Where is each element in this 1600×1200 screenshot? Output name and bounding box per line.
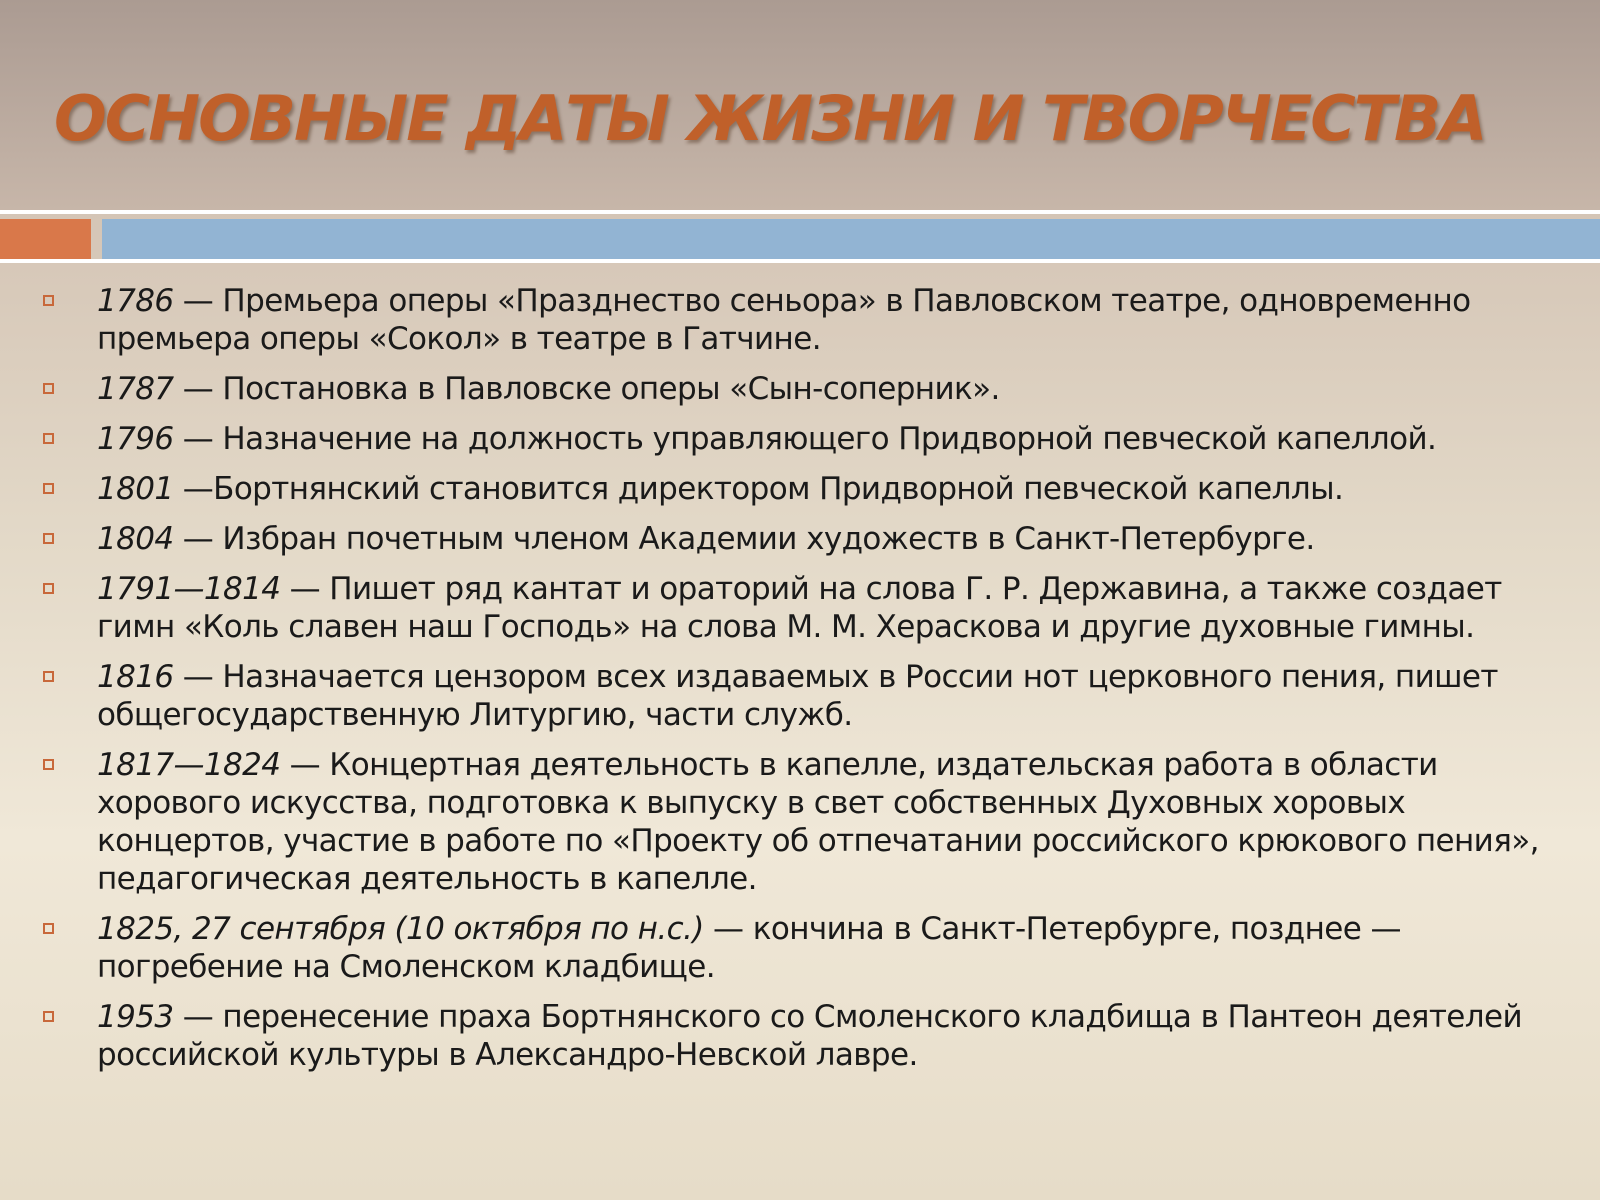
timeline-item <box>0 910 1600 986</box>
timeline-item <box>0 746 1600 898</box>
item-date: 1816 <box>97 659 174 695</box>
hollow-square-icon <box>43 483 54 494</box>
item-date: 1804 <box>97 521 174 557</box>
item-text: — Избран почетным членом Академии художеств в Санкт-Петербурге. <box>173 521 1315 557</box>
timeline-item <box>0 470 1600 508</box>
item-date: 1791—1814 <box>97 571 281 607</box>
timeline-item <box>0 658 1600 734</box>
item-text: — перенесение праха Бортнянского со Смоленского кладбища в Пантеон деятелей российской культуры в Александро-Невской лавре. <box>97 999 1523 1073</box>
timeline-item <box>0 420 1600 458</box>
accent-bar-orange <box>0 219 91 259</box>
timeline-item <box>0 998 1600 1074</box>
hollow-square-icon <box>43 923 54 934</box>
hollow-square-icon <box>43 583 54 594</box>
bottom-divider-line <box>0 259 1600 263</box>
hollow-square-icon <box>43 533 54 544</box>
item-date: 1817—1824 <box>97 747 281 783</box>
slide-title: ОСНОВНЫЕ ДАТЫ ЖИЗНИ И ТВОРЧЕСТВА <box>54 82 1486 155</box>
accent-bar-blue <box>102 219 1600 259</box>
item-date: 1825, 27 сентября (10 октября по н.с.) <box>97 911 704 947</box>
top-divider-line <box>0 210 1600 214</box>
timeline-item <box>0 282 1600 358</box>
hollow-square-icon <box>43 759 54 770</box>
item-text: —Бортнянский становится директором Придворной певческой капеллы. <box>173 471 1344 507</box>
timeline-list <box>0 282 1600 1086</box>
item-text: — Концертная деятельность в капелле, издательская работа в области хорового искусства, подготовка к выпуску в свет собственных Духовных хоровых концертов, участие в работе по «Проекту об отпечатании российского крюкового пения», педагогическая деятельность в капелле. <box>97 747 1539 897</box>
item-date: 1787 <box>97 371 174 407</box>
hollow-square-icon <box>43 433 54 444</box>
item-date: 1786 <box>97 283 174 319</box>
timeline-item <box>0 570 1600 646</box>
item-text: — кончина в Санкт-Петербурге, позднее — погребение на Смоленском кладбище. <box>97 911 1401 985</box>
hollow-square-icon <box>43 295 54 306</box>
timeline-item <box>0 370 1600 408</box>
item-text: — Назначение на должность управляющего Придворной певческой капеллой. <box>173 421 1437 457</box>
item-text: — Постановка в Павловске оперы «Сын-соперник». <box>173 371 1000 407</box>
item-date: 1801 <box>97 471 174 507</box>
hollow-square-icon <box>43 383 54 394</box>
timeline-item <box>0 520 1600 558</box>
item-date: 1796 <box>97 421 174 457</box>
hollow-square-icon <box>43 671 54 682</box>
item-date: 1953 <box>97 999 174 1035</box>
item-text: — Пишет ряд кантат и ораторий на слова Г. Р. Державина, а также создает гимн «Коль славен наш Господь» на слова М. М. Хераскова и другие духовные гимны. <box>97 571 1502 645</box>
hollow-square-icon <box>43 1011 54 1022</box>
item-text: — Премьера оперы «Празднество сеньора» в Павловском театре, одновременно премьера оперы «Сокол» в театре в Гатчине. <box>97 283 1471 357</box>
item-text: — Назначается цензором всех издаваемых в России нот церковного пения, пишет общегосударственную Литургию, части служб. <box>97 659 1498 733</box>
